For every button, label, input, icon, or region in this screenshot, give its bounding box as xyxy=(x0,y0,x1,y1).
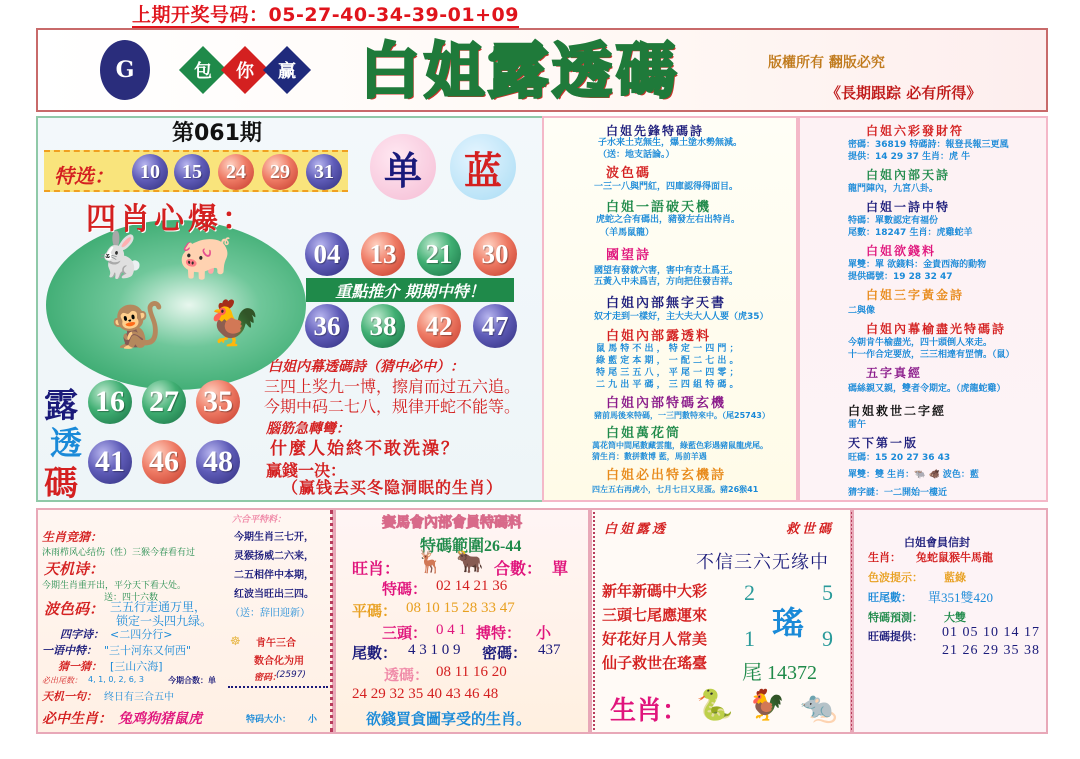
poem-title: 白姐内幕透碼詩（猜中必中）： xyxy=(268,359,464,375)
section-text: 猜生肖：數拼數博 藍，馬前羊遇 xyxy=(592,452,707,461)
diamond-badge-3 xyxy=(263,46,311,94)
section-text: 猜字謎：一二開始一樓近 xyxy=(848,488,948,498)
envelope-zodiac-label: 生肖： xyxy=(868,551,901,564)
diamond-badge-1 xyxy=(179,46,227,94)
section-text: 密碼：36819 特碼詩：報登長報三更風 xyxy=(848,140,1009,150)
last-draw-result: 上期开奖号码：05-27-40-34-39-01+09 xyxy=(132,4,519,26)
rescue-poem-line: 好花好月人常美 xyxy=(602,630,708,648)
issue-number: 第061期 xyxy=(172,121,262,146)
section-text: 特碼：單數認定有福份 xyxy=(848,216,939,226)
section-text: 豬前馬後來特碼，一三門數特來中。（尾25743） xyxy=(594,411,770,420)
one-phrase-text: "三十河东又何西" xyxy=(104,644,192,657)
section-text: 旺碼：15 20 27 36 43 xyxy=(848,453,951,463)
envelope-predict-label: 特碼預測： xyxy=(868,611,923,624)
four-char-label: 四字诗： xyxy=(60,628,104,641)
section-text: 鼠 馬 特 不 出 ， 特 定 一 四 門 ； xyxy=(596,344,739,354)
monkey-icon: 🐒 xyxy=(110,300,165,351)
rescue-num: 2 xyxy=(744,580,755,605)
featured-ball: 24 xyxy=(218,154,254,190)
reveal-ball: 46 xyxy=(142,440,186,484)
reveal-more: 24 29 32 35 40 43 46 48 xyxy=(352,686,499,702)
odd-label: 今期合数： xyxy=(168,676,208,685)
poem-line: 今期中码二七八，规律开蛇不能等。 xyxy=(264,397,521,416)
section-text: 四左五右再虎小，七月七日又見蛋。豬26猴41 xyxy=(592,485,759,494)
section-text: 雷午 xyxy=(848,420,867,430)
footer-text: 欲錢買貪圖享受的生肖。 xyxy=(366,710,532,728)
section-text: 一三一八與門紅，四庫認得得面目。 xyxy=(594,182,739,192)
reveal-ball: 48 xyxy=(196,440,240,484)
section-title: 白姐一詩中特 xyxy=(866,200,951,214)
dotted-divider xyxy=(593,512,595,730)
envelope-color-label: 色波提示： xyxy=(868,571,923,584)
section-text: 奴才走到一樣好，主大夫大人人要（虎35） xyxy=(594,312,769,322)
zodiac-oval xyxy=(46,220,306,390)
hot-zodiac-label: 旺肖： xyxy=(352,559,401,578)
code-label: 密码： xyxy=(254,673,282,683)
rescue-tail: 尾 14372 xyxy=(742,662,817,684)
envelope-zodiac-value: 兔蛇鼠猴牛馬龍 xyxy=(916,551,993,564)
section-text: 碼絲親又親，雙者令期定。（虎龍蛇雞） xyxy=(848,384,1006,394)
rescue-num: 9 xyxy=(822,626,833,651)
wave-color-badge: 蓝 xyxy=(450,134,516,200)
section-title: 白姐三字黃金詩 xyxy=(866,288,965,302)
rescue-headline: 不信三六无缘中 xyxy=(696,552,829,573)
special-value: 02 14 21 36 xyxy=(436,578,508,594)
section-title: 白姐必出特玄機詩 xyxy=(606,468,727,483)
rescue-poem-line: 三頭七尾應運來 xyxy=(602,606,708,624)
brand-title: 白姐露透碼 xyxy=(360,37,680,107)
section-title: 白姐欲錢料 xyxy=(866,244,937,258)
envelope-hot-line: 01 05 10 14 17 xyxy=(942,625,1040,640)
dotted-separator xyxy=(228,686,328,688)
flat-special-header: 六合平特料： xyxy=(232,515,287,525)
section-title: 白姐一語破天機 xyxy=(606,200,712,215)
flat-special-line: 今期生肖三七开， xyxy=(234,532,314,543)
featured-label: 特选： xyxy=(54,164,114,188)
riddle-question: 什麼人始終不敢洗澡？ xyxy=(270,439,460,459)
sum-label: 合數： xyxy=(494,559,543,578)
section-text: 十一作合定要放，三三相達有罡情。（鼠） xyxy=(848,350,1015,360)
section-text: （羊馬鼠龍） xyxy=(600,228,655,238)
zodiac-ball: 04 xyxy=(305,232,349,276)
reveal-value: 08 11 16 20 xyxy=(436,664,507,680)
tail-label: 尾數： xyxy=(352,644,398,662)
section-text: 綠 藍 定 本 期 ， 一 配 二 七 出 。 xyxy=(596,356,739,366)
wave-code-label: 波色码： xyxy=(44,600,105,618)
rescue-num: 5 xyxy=(822,580,833,605)
head-label: 三頭： xyxy=(382,624,428,642)
section-text: 二 九 出 平 碼 ， 三 四 組 特 碼 。 xyxy=(596,380,739,390)
bet-label: 搏特： xyxy=(476,624,522,642)
poem-line: 三四上奖九一博，擦肩而过五六追。 xyxy=(264,377,521,396)
diamond-badge-2 xyxy=(221,46,269,94)
code-value: (2597) xyxy=(276,670,306,680)
side-title-char-1: 露 xyxy=(44,386,78,426)
tail-value: 4 3 1 0 9 xyxy=(408,642,461,658)
section-text: 龍門陣內，九宮八卦。 xyxy=(848,184,939,194)
zodiac-ball: 13 xyxy=(361,232,405,276)
zodiac-guess-label: 生肖竞猜： xyxy=(42,530,103,544)
rescue-zodiac-label: 生肖： xyxy=(610,696,689,726)
envelope-predict-value: 大雙 xyxy=(944,611,966,624)
must-zodiac-label: 必中生肖： xyxy=(42,711,112,727)
envelope-color-value: 藍綠 xyxy=(944,571,966,584)
section-text: 今朝肯牛榆盡光，四十頭倒人來走。 xyxy=(848,338,993,348)
size-text: 小 xyxy=(308,715,318,725)
envelope-hot-label: 旺碼提供： xyxy=(868,630,923,643)
section-title: 白姐內部天詩 xyxy=(866,168,951,182)
section-title: 白姐六彩發財符 xyxy=(866,124,965,138)
odd-even-badge: 单 xyxy=(370,134,436,200)
section-text: 單雙：單 欲錢料：金貴西海的動物 xyxy=(848,260,987,270)
heaven-poem-text: 今期生肖重开出，平分天下看大处。 xyxy=(42,581,187,591)
section-title: 白姐內部無字天書 xyxy=(606,296,727,311)
diamond-label: 你 xyxy=(236,61,254,82)
sum-value: 單 xyxy=(552,559,569,578)
section-text: 虎蛇之合有碼出，豬發左右出特肖。 xyxy=(596,215,741,225)
flat-special-line: 灵猴扬威二六来， xyxy=(234,551,314,562)
section-text: 萬花筒中間尾數藏雲龍，綠藍色彩遇豬鼠龍虎尾。 xyxy=(592,441,768,450)
section-title: 天下第一版 xyxy=(848,436,919,450)
zodiac-ball: 38 xyxy=(361,304,405,348)
wave-code-line: 锁定一头四九绿。 xyxy=(116,614,213,628)
head-value: 0 4 1 xyxy=(436,622,466,638)
four-char-text: <二四分行> xyxy=(110,628,173,641)
envelope-hot-line: 21 26 29 35 38 xyxy=(942,643,1040,658)
combo-sub: 数合化为用 xyxy=(254,656,304,667)
section-title: 白姐內部露透料 xyxy=(606,329,712,344)
zodiac-ball: 47 xyxy=(473,304,517,348)
secret-value: 437 xyxy=(538,642,561,658)
reveal-ball: 41 xyxy=(88,440,132,484)
wave-code-line: 三五行走通万里， xyxy=(110,600,207,614)
rescue-num: 1 xyxy=(744,626,755,651)
promo-banner: 重點推介 期期中特！ xyxy=(306,278,514,302)
combo-title: 肯午三合 xyxy=(256,638,296,649)
section-title: 白姐救世二字經 xyxy=(848,404,947,418)
zodiac-guess-text: 沐雨栉风心结伤（性）三猴今春看有过 xyxy=(42,548,196,558)
envelope-tail-value: 單351雙420 xyxy=(928,590,994,605)
member-title: 賽馬會內部會員特碼料 xyxy=(382,515,522,531)
section-title: 白姐萬花筒 xyxy=(606,426,682,441)
section-text: 二與像 xyxy=(848,306,876,316)
copyright-notice: 版權所有 翻版必究 xyxy=(768,55,885,71)
win-title: 赢錢一决： xyxy=(266,461,347,480)
odd-text: 单 xyxy=(208,676,216,685)
diamond-label: 赢 xyxy=(278,61,296,82)
tail-label: 必出尾数： xyxy=(42,676,82,685)
rooster-icon: 🐓 xyxy=(748,688,786,723)
combo-icon: ☸ xyxy=(230,634,241,648)
envelope-title: 白姐會員信封 xyxy=(904,536,970,549)
flat-label: 平碼： xyxy=(352,602,398,620)
section-text: 尾數：18247 生肖：虎雞蛇羊 xyxy=(848,228,973,238)
heaven-word-label: 天机一句： xyxy=(42,690,97,703)
featured-ball: 31 xyxy=(306,154,342,190)
rat-icon: 🐀 xyxy=(800,690,838,725)
featured-ball: 15 xyxy=(174,154,210,190)
featured-ball: 10 xyxy=(132,154,168,190)
section-title: 波色碼 xyxy=(606,166,652,181)
slogan: 《長期跟踪 必有所得》 xyxy=(826,84,982,102)
rescue-right-title: 救世碼 xyxy=(786,522,835,537)
flat-value: 08 10 15 28 33 47 xyxy=(406,600,515,616)
win-text: （赢钱去买冬隐洞眠的生肖） xyxy=(282,478,504,497)
section-title: 白姐內幕榆盡光特碼詩 xyxy=(866,322,1007,336)
diamond-label: 包 xyxy=(194,61,212,82)
ox-icon: 🐂 xyxy=(456,550,484,575)
section-title: 白姐內部特碼玄機 xyxy=(606,396,727,411)
tail-text: 4, 1, 0, 2, 6, 3 xyxy=(88,675,144,684)
reveal-ball: 16 xyxy=(88,380,132,424)
bet-value: 小 xyxy=(536,624,552,642)
four-zodiac-title: 四肖心爆： xyxy=(86,202,256,237)
one-phrase-label: 一语中特： xyxy=(42,644,97,657)
section-text: 五黃入中未爲吉，方向把住發吉祥。 xyxy=(594,277,739,287)
rooster-icon: 🐓 xyxy=(206,298,261,349)
section-title: 五字真經 xyxy=(866,366,923,380)
rescue-left-title: 白姐露透 xyxy=(604,522,669,537)
heaven-poem-note: 送：四十六数 xyxy=(104,593,159,603)
section-text: （送：地支話論。） xyxy=(598,150,675,160)
rabbit-icon: 🐇 xyxy=(92,230,147,281)
featured-ball: 29 xyxy=(262,154,298,190)
logo-icon: G xyxy=(100,40,150,100)
must-zodiac-text: 兔鸡狗猪鼠虎 xyxy=(118,711,202,727)
zodiac-ball: 36 xyxy=(305,304,349,348)
dotted-divider xyxy=(330,510,333,732)
pig-icon: 🐖 xyxy=(178,232,233,283)
side-title-char-2: 透 xyxy=(50,424,83,462)
flat-special-line: 红波当旺出三四。 xyxy=(234,589,314,600)
zodiac-ball: 21 xyxy=(417,232,461,276)
section-text: 特 尾 三 五 八 ， 平 尾 一 四 零 ； xyxy=(596,368,739,378)
secret-label: 密碼： xyxy=(482,644,528,662)
zodiac-ball: 42 xyxy=(417,304,461,348)
deer-icon: 🦌 xyxy=(416,550,444,575)
heaven-word-text: 终日有三合五中 xyxy=(104,692,174,703)
range-text: 特碼範圍26-44 xyxy=(420,538,522,555)
section-text: 國望有發就六害，害中有克土爲王。 xyxy=(594,266,739,276)
special-label: 特碼： xyxy=(382,580,428,598)
section-text: 提供碼號：19 28 32 47 xyxy=(848,272,953,282)
section-text: 單雙：雙 生肖：🐃 🐗 波色：藍 xyxy=(848,470,979,480)
flat-special-note: （送：辞旧迎新） xyxy=(230,608,310,619)
rescue-poem-line: 仙子救世在瑤臺 xyxy=(602,654,708,672)
riddle-title: 腦筋急轉彎： xyxy=(266,421,350,437)
guess-text: [三山六海] xyxy=(110,660,163,673)
zodiac-ball: 30 xyxy=(473,232,517,276)
reveal-label: 透碼： xyxy=(384,666,430,684)
heaven-poem-label: 天机诗： xyxy=(44,560,105,578)
guess-label: 猜一猜： xyxy=(58,660,102,673)
side-title-char-3: 碼 xyxy=(44,464,78,504)
section-text: 子水来土克無生，爆土塗水勢無減。 xyxy=(598,138,743,148)
snake-icon: 🐍 xyxy=(696,688,734,723)
rescue-poem-line: 新年新碼中大彩 xyxy=(602,582,708,600)
reveal-ball: 27 xyxy=(142,380,186,424)
flat-special-line: 二五相伴中本期， xyxy=(234,570,314,581)
size-label: 特码大小： xyxy=(246,715,292,725)
section-text: 提供：14 29 37 生肖：虎 牛 xyxy=(848,152,971,162)
envelope-tail-label: 旺尾數： xyxy=(868,591,912,604)
rescue-center-char: 瑤 xyxy=(772,604,805,642)
section-title: 白姐先鋒特碼詩 xyxy=(606,124,705,138)
section-title: 國望詩 xyxy=(606,248,652,263)
reveal-ball: 35 xyxy=(196,380,240,424)
